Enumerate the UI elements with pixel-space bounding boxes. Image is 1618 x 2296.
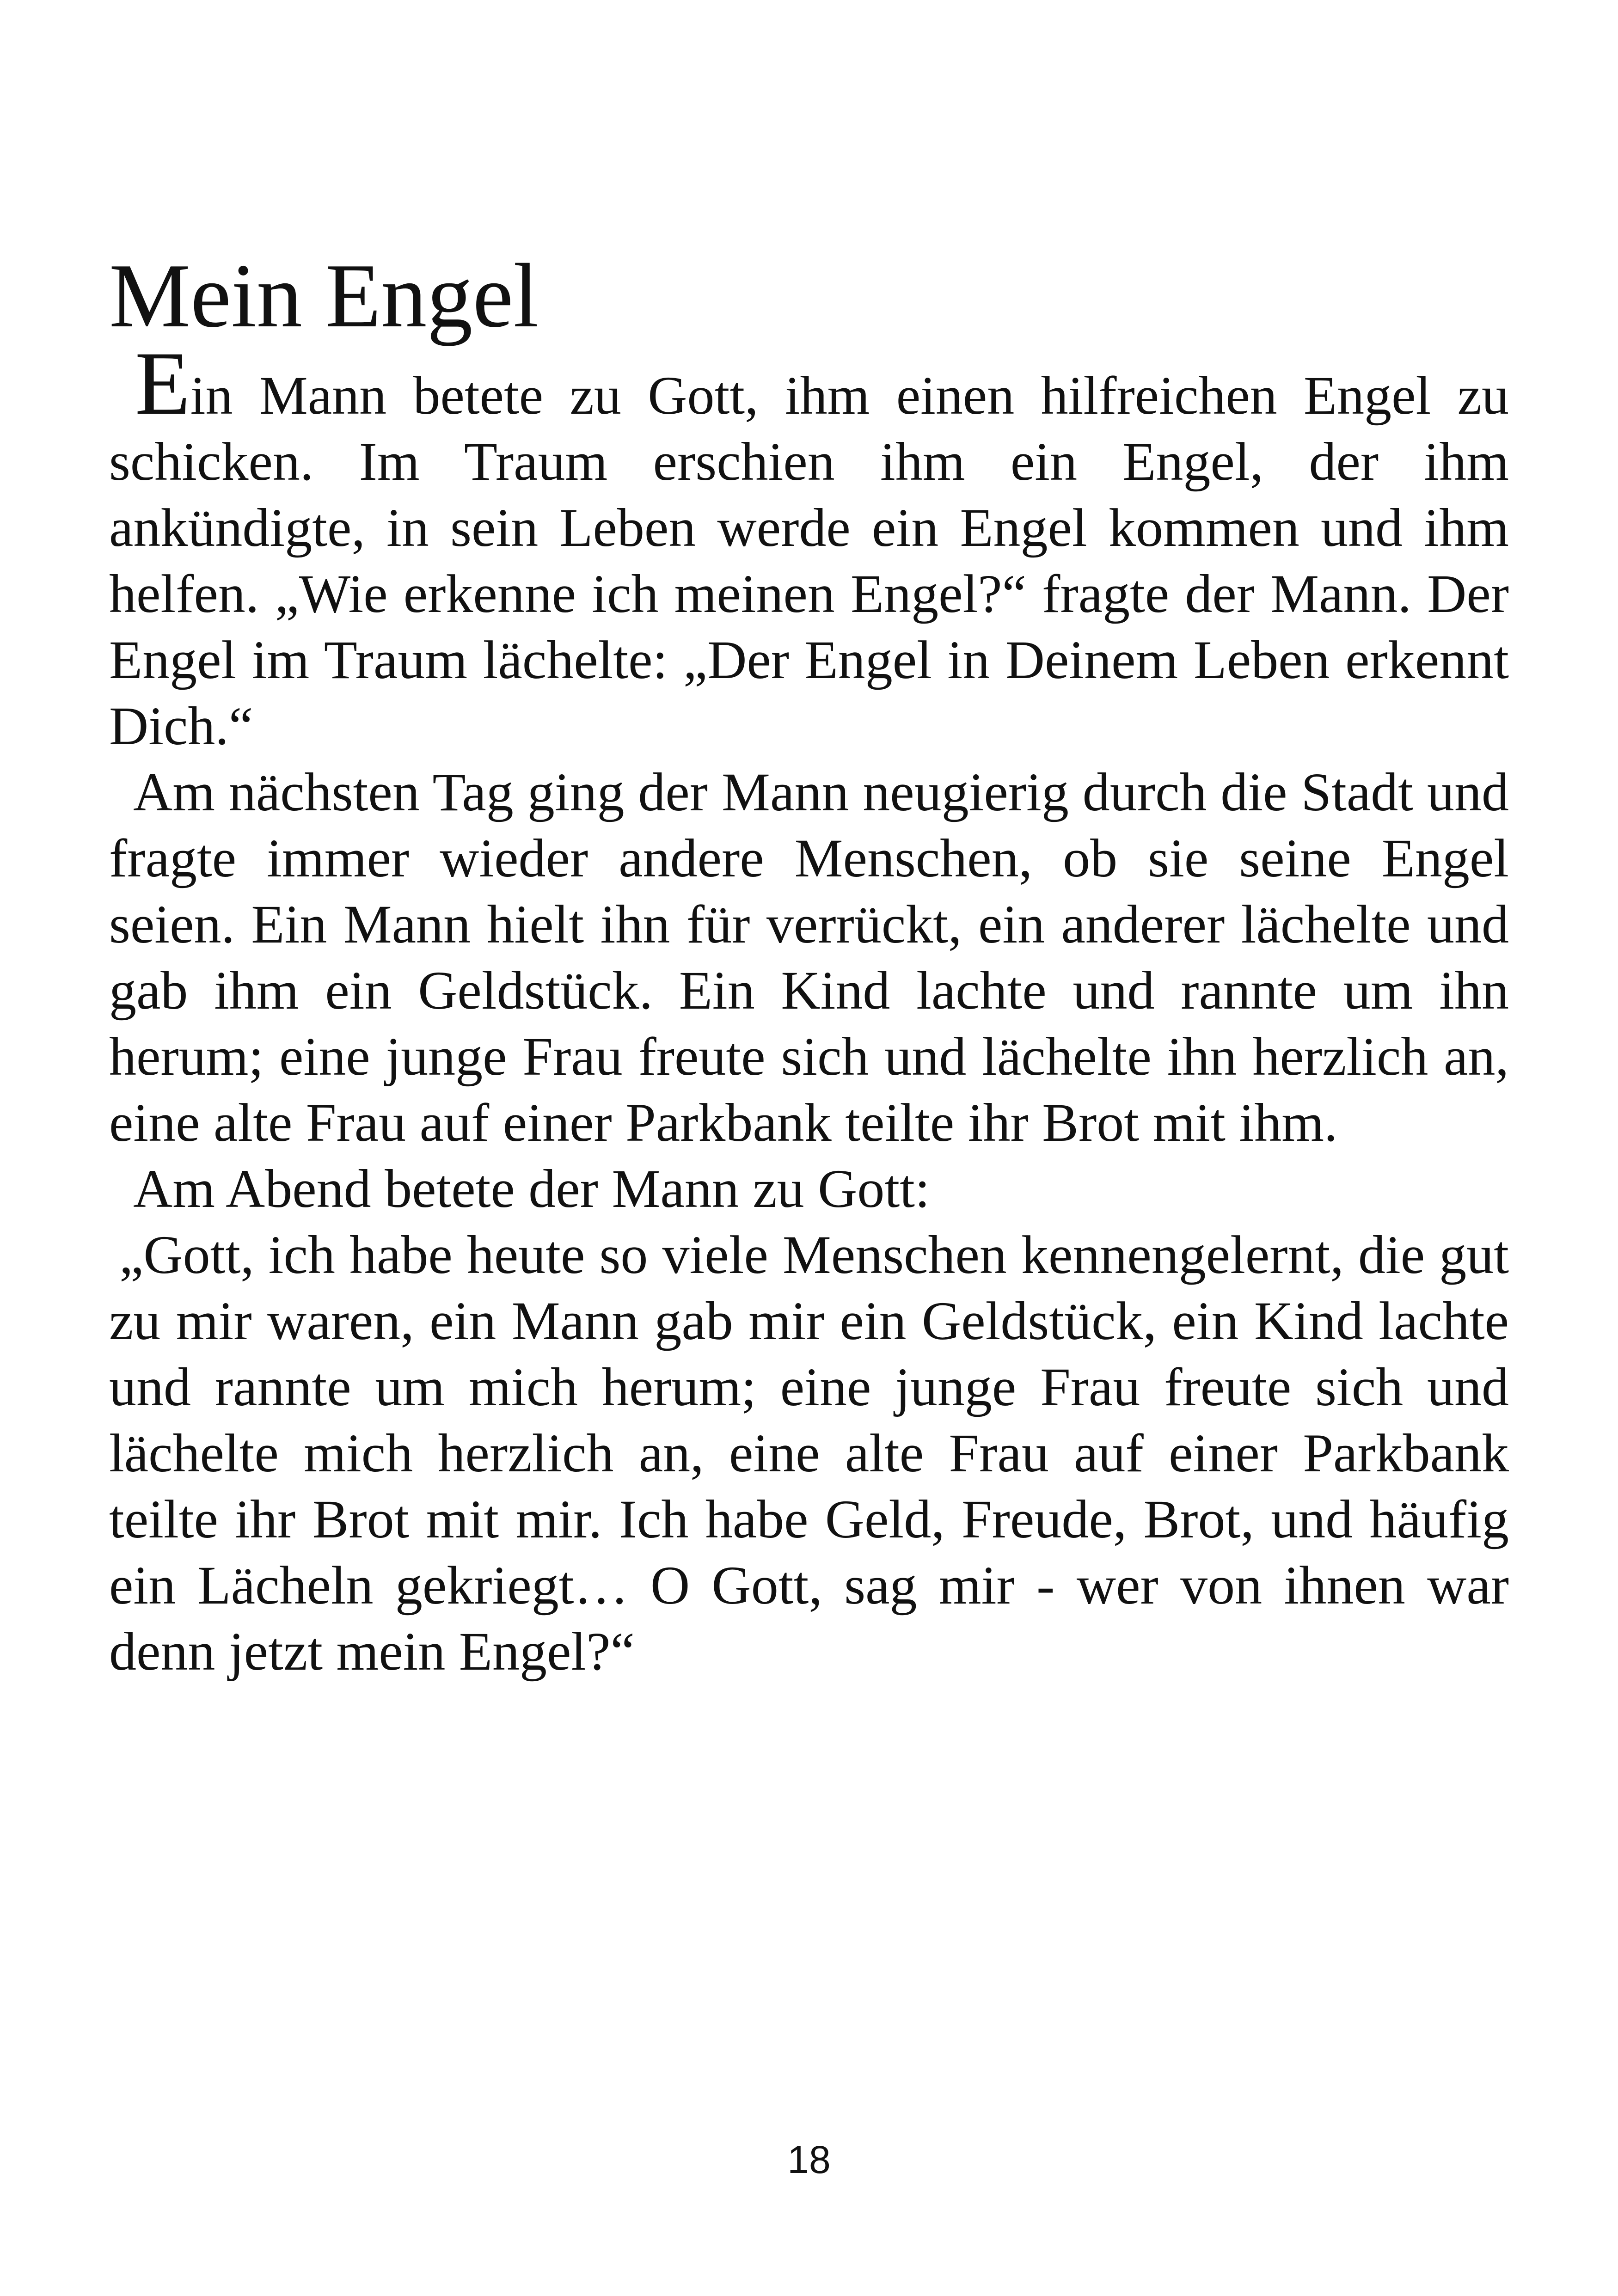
text-body (109, 240, 1509, 1684)
paragraph-1 (109, 333, 1509, 759)
paragraph-2: Am nächsten Tag ging der Mann neugierig durch die Stadt und fragte immer wieder andere Menschen, ob sie seine Engel seien. Ein Mann hielt ihn für verrückt, ein anderer lächelte und gab ihm ein Geldstück. Ein Kind lachte und rannte um ihn herum; eine junge Frau freute sich und lächelte ihn herzlich an, eine alte Frau auf einer Parkbank teilte ihr Brot mit ihm. (109, 762, 1509, 1153)
paragraph-4: „Gott, ich habe heute so viele Menschen kennengelernt, die gut zu mir waren, ein Mann gab mir ein Geldstück, ein Kind lachte und rannte um mich herum; eine junge Frau freute sich und lächelte mich herzlich an, eine alte Frau auf einer Parkbank teilte ihr Brot mit mir. Ich habe Geld, Freude, Brot, und häufig ein Lächeln gekriegt… O Gott, sag mir - wer von ihnen war denn jetzt mein Engel?“ (109, 1225, 1509, 1682)
paragraph-1-text: in Mann betete zu Gott, ihm einen hilfreichen Engel zu schicken. Im Traum erschien ihm ein Engel, der ihm ankündigte, in sein Leben werde ein Engel kommen und ihm helfen. „Wie erkenne ich meinen Engel?“ fragte der Mann. Der Engel im Traum lächelte: „Der Engel in Deinem Leben erkennt Dich.“ (109, 365, 1509, 756)
paragraph-3: Am Abend betete der Mann zu Gott: (133, 1158, 930, 1219)
drop-cap-initial: E (135, 333, 190, 434)
page-title: Mein Engel (109, 245, 539, 346)
page-number: 18 (787, 2138, 831, 2181)
